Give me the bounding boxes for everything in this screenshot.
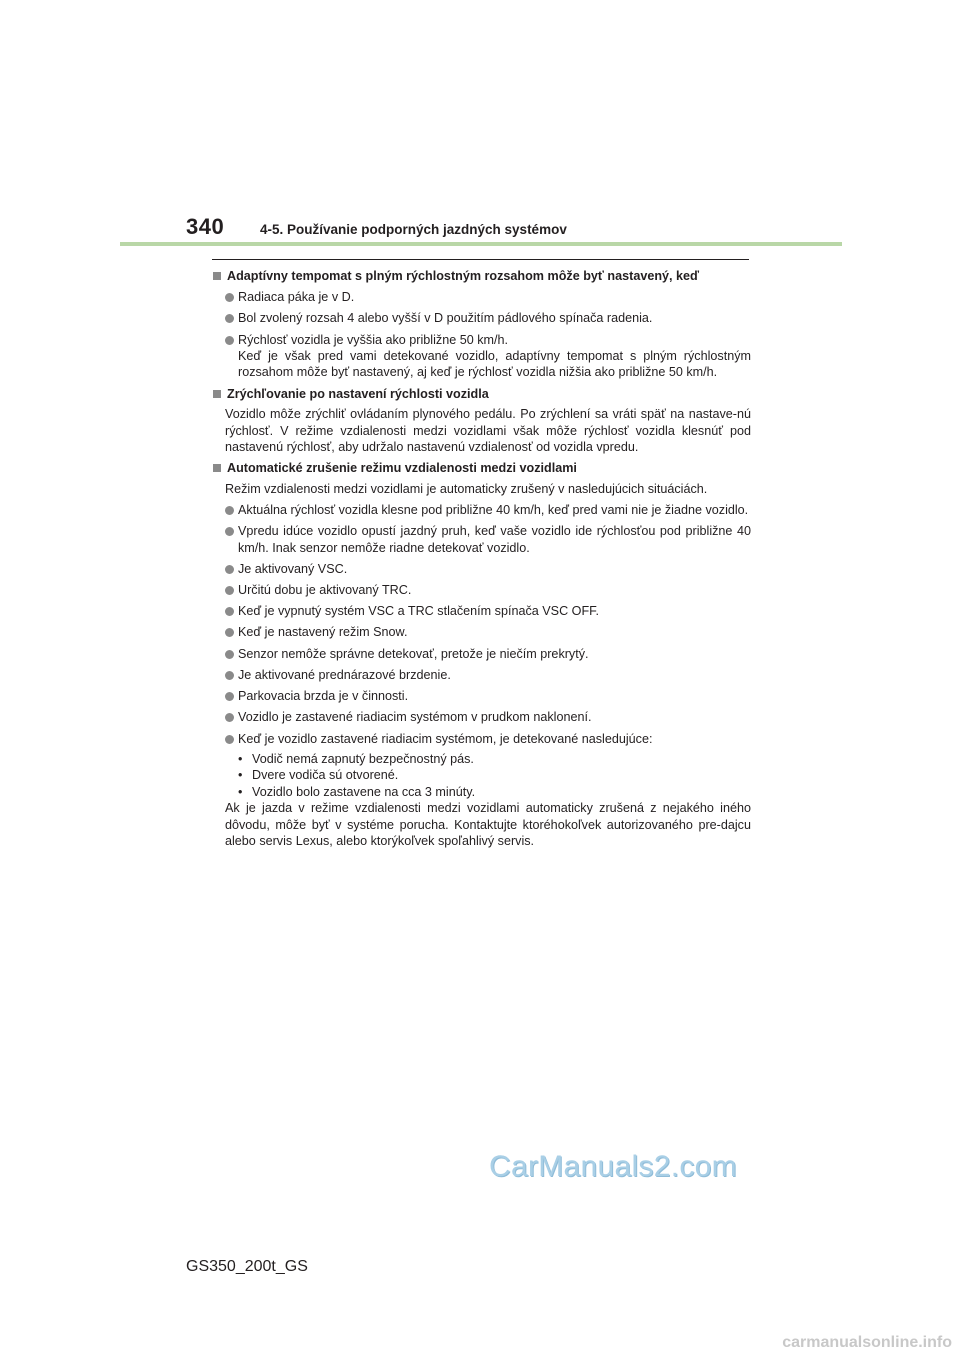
list-item: Určitú dobu je aktivovaný TRC. bbox=[225, 582, 751, 598]
content bbox=[211, 268, 751, 849]
list-item: Keď je nastavený režim Snow. bbox=[225, 624, 751, 640]
list-item: Parkovacia brzda je v činnosti. bbox=[225, 688, 751, 704]
round-bullet-icon bbox=[225, 607, 234, 616]
round-bullet-icon bbox=[225, 506, 234, 515]
round-bullet-icon bbox=[225, 628, 234, 637]
round-bullet-icon bbox=[225, 713, 234, 722]
chapter-title: 4-5. Používanie podporných jazdných systémov bbox=[260, 222, 567, 237]
list-item: Rýchlosť vozidla je vyššia ako približne 50 km/h. Keď je však pred vami detekované vozidlo, adaptívny tempomat s plným rýchlostným rozsahom môže byť nastavený, aj keď je rýchlosť vozidla nižšia ako približne 50 km/h. bbox=[225, 332, 751, 381]
section-heading: Automatické zrušenie režimu vzdialenosti medzi vozidlami bbox=[211, 460, 751, 476]
list-item: Radiaca páka je v D. bbox=[225, 289, 751, 305]
model-code: GS350_200t_GS bbox=[186, 1258, 308, 1275]
paragraph: Vozidlo môže zrýchliť ovládaním plynového pedálu. Po zrýchlení sa vráti späť na nastave-nú rýchlosť. V režime vzdialenosti medzi vozidlami však môže rýchlosť vozidla klesnúť pod nastavenú rýchlosť, aby udržalo nastavenú vzdialenosť od vozidla vpredu. bbox=[225, 407, 751, 455]
list-item: Je aktivovaný VSC. bbox=[225, 561, 751, 577]
paragraph: Režim vzdialenosti medzi vozidlami je automaticky zrušený v nasledujúcich situáciách. bbox=[225, 481, 708, 496]
round-bullet-icon bbox=[225, 527, 234, 536]
watermark-logo: CarManuals2.com bbox=[489, 1150, 737, 1183]
sub-list-item: • Vozidlo bolo zastavene na cca 3 minúty. bbox=[238, 784, 476, 799]
list-item: Senzor nemôže správne detekovať, pretože je niečím prekrytý. bbox=[225, 646, 751, 662]
round-bullet-icon bbox=[225, 650, 234, 659]
sub-list-item: • Dvere vodiča sú otvorené. bbox=[238, 768, 399, 783]
square-bullet-icon bbox=[213, 464, 221, 472]
list-item: Vozidlo je zastavené riadiacim systémom v prudkom naklonení. bbox=[225, 709, 751, 725]
list-item: Keď je vypnutý systém VSC a TRC stlačením spínača VSC OFF. bbox=[225, 603, 751, 619]
round-bullet-icon bbox=[225, 735, 234, 744]
square-bullet-icon bbox=[213, 272, 221, 280]
header-rule bbox=[120, 242, 842, 246]
closing-paragraph: Ak je jazda v režime vzdialenosti medzi vozidlami automaticky zrušená z nejakého iného dôvodu, môže byť v systéme porucha. Kontaktujte ktoréhokoľvek autorizovaného pre-dajcu alebo servis Lexus, alebo ktorýkoľvek spoľahlivý servis. bbox=[225, 801, 751, 848]
round-bullet-icon bbox=[225, 692, 234, 701]
sub-list bbox=[211, 751, 751, 800]
square-bullet-icon bbox=[213, 390, 221, 398]
round-bullet-icon bbox=[225, 565, 234, 574]
round-bullet-icon bbox=[225, 336, 234, 345]
site-watermark: carmanualsonline.info bbox=[782, 1334, 952, 1351]
round-bullet-icon bbox=[225, 671, 234, 680]
section-heading: Adaptívny tempomat s plným rýchlostným rozsahom môže byť nastavený, keď bbox=[211, 268, 751, 284]
round-bullet-icon bbox=[225, 586, 234, 595]
section-heading: Zrýchľovanie po nastavení rýchlosti vozidla bbox=[211, 386, 751, 402]
page-number: 340 bbox=[186, 214, 225, 239]
content-rule bbox=[212, 259, 749, 260]
round-bullet-icon bbox=[225, 314, 234, 323]
list-item: Keď je vozidlo zastavené riadiacim systémom, je detekované nasledujúce: bbox=[225, 731, 751, 747]
list-item: Aktuálna rýchlosť vozidla klesne pod približne 40 km/h, keď pred vami nie je žiadne vozidlo. bbox=[225, 502, 751, 518]
sub-list-item: • Vodič nemá zapnutý bezpečnostný pás. bbox=[238, 751, 474, 766]
round-bullet-icon bbox=[225, 293, 234, 302]
list-item: Je aktivované prednárazové brzdenie. bbox=[225, 667, 751, 683]
list-item: Bol zvolený rozsah 4 alebo vyšší v D použitím pádlového spínača radenia. bbox=[225, 310, 751, 326]
list-item: Vpredu idúce vozidlo opustí jazdný pruh, keď vaše vozidlo ide rýchlosťou pod približne 40 km/h. Inak senzor nemôže riadne detekovať vozidlo. bbox=[225, 523, 751, 556]
